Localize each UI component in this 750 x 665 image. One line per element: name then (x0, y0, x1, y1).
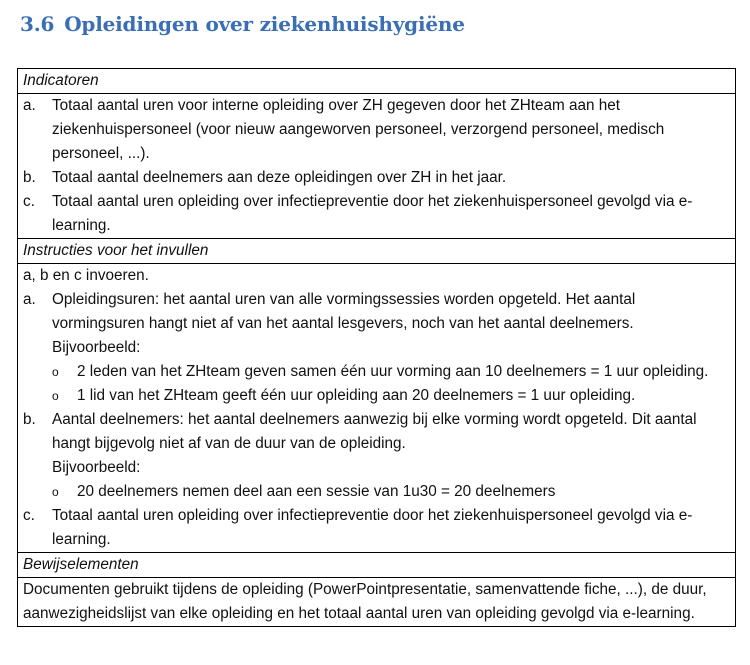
bullet-text: 2 leden van het ZHteam geven samen één uur vorming aan 10 deelnemers = 1 uur opleiding. (77, 363, 709, 380)
bullet-icon: o (52, 365, 59, 379)
bullet-text: 20 deelnemers nemen deel aan een sessie van 1u30 = 20 deelnemers (77, 483, 556, 500)
bullet-icon: o (52, 485, 59, 499)
item-text: Totaal aantal deelnemers aan deze opleidingen over ZH in het jaar. (52, 169, 507, 186)
list-item (23, 504, 730, 552)
section-title: Opleidingen over ziekenhuishygiëne (64, 12, 465, 36)
list-item (23, 94, 730, 166)
item-label: a. (23, 291, 36, 308)
bullet-item (23, 384, 730, 408)
list-item (23, 190, 730, 238)
section-heading (20, 12, 465, 36)
bullet-item (23, 480, 730, 504)
bullet-item (23, 360, 730, 384)
item-label: b. (23, 411, 36, 428)
item-label: c. (23, 193, 35, 210)
example-label: Bijvoorbeeld: (52, 459, 141, 476)
example-label: Bijvoorbeeld: (52, 339, 141, 356)
item-text: Opleidingsuren: het aantal uren van alle vormingssessies worden opgeteld. Het aantal vormingsuren hangt niet af van het aantal lesgevers, noch van het aantal deelnemers. (52, 291, 636, 332)
item-text: Aantal deelnemers: het aantal deelnemers aanwezig bij elke vorming wordt opgeteld. Dit aantal hangt bijgevolg niet af van de duur van de opleiding. (52, 411, 697, 452)
indicatoren-header: Indicatoren (18, 69, 735, 94)
bullet-icon: o (52, 389, 59, 403)
item-label: b. (23, 169, 36, 186)
bewijs-header: Bewijselementen (18, 553, 735, 578)
bullet-text: 1 lid van het ZHteam geeft één uur opleiding aan 20 deelnemers = 1 uur opleiding. (77, 387, 636, 404)
list-item (23, 288, 730, 336)
bewijs-text: Documenten gebruikt tijdens de opleiding (PowerPointpresentatie, samenvattende fiche, ...), de duur, aanwezigheidslijst van elke opleiding en het totaal aantal uren van opleiding gevolgd via e-learning. (23, 581, 707, 622)
item-label: c. (23, 507, 35, 524)
item-text: Totaal aantal uren opleiding over infectiepreventie door het ziekenhuispersoneel gevolgd via e-learning. (52, 193, 693, 234)
list-item (23, 408, 730, 456)
item-text: Totaal aantal uren opleiding over infectiepreventie door het ziekenhuispersoneel gevolgd via e-learning. (52, 507, 693, 548)
section-number: 3.6 (20, 12, 55, 36)
list-item (23, 166, 730, 190)
instructies-header: Instructies voor het invullen (18, 239, 735, 264)
instructies-intro: a, b en c invoeren. (23, 267, 149, 284)
item-label: a. (23, 97, 36, 114)
bewijs-section (18, 578, 735, 626)
item-text: Totaal aantal uren voor interne opleiding over ZH gegeven door het ZHteam aan het ziekenhuispersoneel (voor nieuw aangeworven personeel, verzorgend personeel, medisch personeel, ...). (52, 97, 665, 162)
instructies-section (18, 264, 735, 553)
indicatoren-section (18, 94, 735, 239)
indicator-table (17, 68, 736, 627)
